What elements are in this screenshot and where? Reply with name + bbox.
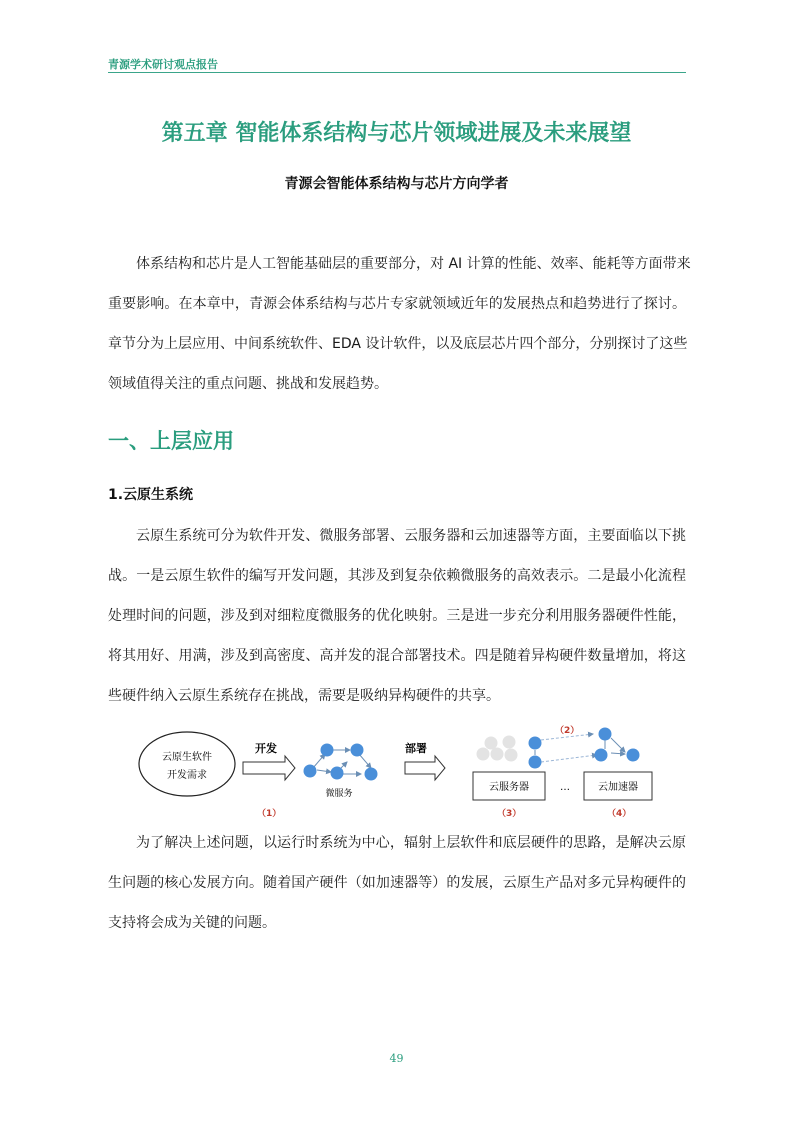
cloud-line: 战。一是云原生软件的编写开发问题，其涉及到复杂依赖微服务的高效表示。二是最小化流程 — [108, 568, 686, 584]
cloud-accelerator-label: 云加速器 — [598, 782, 638, 793]
requirement-ellipse — [139, 732, 235, 796]
cloud-line: 云原生系统可分为软件开发、微服务部署、云服务器和云加速器等方面，主要面临以下挑 — [136, 528, 686, 544]
step1-label: （1） — [257, 809, 282, 819]
idle-node — [503, 736, 516, 749]
subsection-heading: 1.云原生系统 — [108, 487, 194, 503]
microservice-node — [304, 765, 317, 778]
chapter-title: 第五章 智能体系结构与芯片领域进展及未来展望 — [161, 120, 632, 146]
intro-line: 领域值得关注的重点问题、挑战和发展趋势。 — [108, 376, 388, 392]
intro-line: 体系结构和芯片是人工智能基础层的重要部分，对 AI 计算的性能、效率、能耗等方面带来 — [136, 256, 691, 272]
report-header-title: 青源学术研讨观点报告 — [108, 58, 218, 71]
deploy-arrow — [405, 756, 445, 780]
intro-line: 重要影响。在本章中，青源会体系结构与芯片专家就领域近年的发展热点和趋势进行了探讨。 — [108, 296, 686, 312]
ellipsis-label: … — [560, 782, 570, 793]
cloud-server-label: 云服务器 — [489, 782, 529, 793]
step3-label: （3） — [497, 809, 522, 819]
deploy-label: 部署 — [405, 742, 427, 755]
deployed-node — [627, 749, 640, 762]
deployment-graph — [529, 728, 640, 769]
cloud-native-diagram — [135, 722, 660, 822]
solution-line: 支持将会成为关键的问题。 — [108, 915, 276, 931]
deployed-node — [599, 728, 612, 741]
header-divider — [108, 72, 686, 73]
page-number: 49 — [389, 1052, 404, 1065]
intro-paragraph — [108, 244, 691, 404]
step4-label: （4） — [607, 809, 632, 819]
solution-line: 为了解决上述问题，以运行时系统为中心，辐射上层软件和底层硬件的思路，是解决云原 — [136, 835, 686, 851]
develop-arrow — [243, 756, 295, 780]
develop-label: 开发 — [255, 742, 277, 755]
step2-label: （2） — [555, 726, 580, 736]
chapter-subtitle: 青源会智能体系结构与芯片方向学者 — [284, 176, 509, 192]
microservice-label: 微服务 — [325, 789, 353, 799]
ellipse-line2: 开发需求 — [167, 770, 207, 781]
idle-node — [477, 748, 490, 761]
microservice-node — [351, 744, 364, 757]
idle-node — [505, 749, 518, 762]
idle-node — [491, 748, 504, 761]
microservice-graph — [304, 744, 378, 781]
intro-line: 章节分为上层应用、中间系统软件、EDA 设计软件，以及底层芯片四个部分，分别探讨了这些 — [108, 336, 688, 352]
cloud-line: 将其用好、用满，涉及到高密度、高并发的混合部署技术。四是随着异构硬件数量增加，将这 — [108, 648, 686, 664]
deployed-node — [529, 756, 542, 769]
microservice-node — [365, 768, 378, 781]
section-heading: 一、上层应用 — [108, 429, 234, 453]
cloud-native-paragraph — [108, 516, 686, 716]
solution-line: 生问题的核心发展方向。随着国产硬件（如加速器等）的发展，云原生产品对多元异构硬件的 — [108, 875, 686, 891]
ellipse-line1: 云原生软件 — [162, 752, 212, 763]
solution-paragraph — [108, 823, 686, 943]
cloud-line: 些硬件纳入云原生系统存在挑战，需要是吸纳异构硬件的共享。 — [108, 688, 500, 704]
cloud-line: 处理时间的问题，涉及到对细粒度微服务的优化映射。三是进一步充分利用服务器硬件性能， — [108, 608, 686, 624]
microservice-node — [321, 744, 334, 757]
deployed-node — [529, 737, 542, 750]
idle-node — [485, 737, 498, 750]
microservice-node — [331, 767, 344, 780]
deployed-node — [595, 749, 608, 762]
